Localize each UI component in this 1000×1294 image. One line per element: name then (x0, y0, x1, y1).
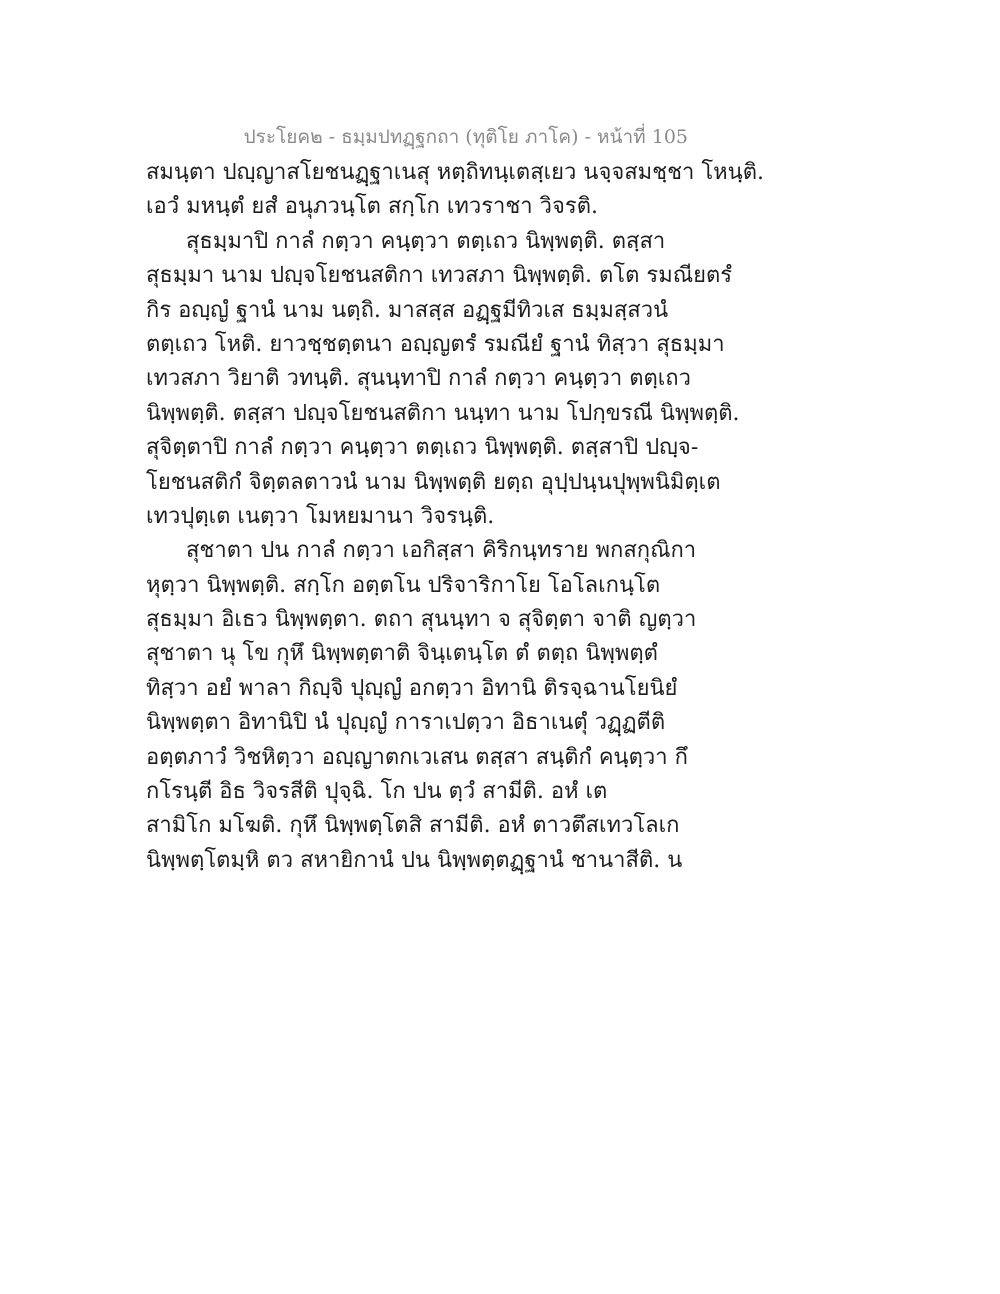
text-line: สุชาตา นุ โข กุหึ นิพฺพตฺตาติ จินฺเตนฺโต ตํ ตตฺถ นิพฺพตฺตํ (146, 641, 658, 667)
text-line: ตตฺเถว โหติ. ยาวชฺชตฺตนา อญฺญตรํ รมณียํ ฐานํ ทิสฺวา สุธมฺมา (146, 331, 725, 357)
text-line: สุธมฺมา อิเธว นิพฺพตฺตา. ตถา สุนนฺทา จ สุจิตฺตา จาติ ญตฺวา (146, 607, 697, 633)
paragraph-start-line: สุชาตา ปน กาลํ กตฺวา เอกิสฺสา คิริกนฺทราย พกสกุณิกา (186, 538, 697, 564)
text-line: เทวปุตฺเต เนตฺวา โมหยมานา วิจรนฺติ. (146, 503, 495, 529)
text-line: สามิโก มโฆติ. กุหึ นิพฺพตฺโตสิ สามีติ. อหํ ตาวตึสเทวโลเก (146, 813, 680, 839)
text-line: กิร อญฺญํ ฐานํ นาม นตฺถิ. มาสสฺส อฏฺฐมีทิวเส ธมฺมสฺสวนํ (146, 297, 669, 323)
text-line: นิพฺพตฺโตมฺหิ ตว สหายิกานํ ปน นิพฺพตฺตฏฺฐานํ ชานาสีติ. น (146, 847, 683, 873)
text-line: กโรนฺตี อิธ วิจรสีติ ปุจฺฉิ. โก ปน ตฺวํ สามีติ. อหํ เต (146, 779, 608, 805)
text-line: สมนฺตา ปญฺญาสโยชนฏฺฐาเนสุ หตฺถิทนฺเตสฺเยว นจฺจสมชฺชา โหนฺติ. (146, 160, 764, 185)
text-line: เทวสภา วิยาติ วทนฺติ. สุนนฺทาปิ กาลํ กตฺวา คนฺตฺวา ตตฺเถว (146, 366, 691, 392)
text-line: โยชนสติกํ จิตฺตลตาวนํ นาม นิพฺพตฺติ ยตฺถ อุปฺปนฺนปุพฺพนิมิตฺเต (146, 469, 721, 495)
text-line: หุตฺวา นิพฺพตฺติ. สกฺโก อตฺตโน ปริจาริกาโย โอโลเกนฺโต (146, 572, 661, 598)
text-line: สุธมฺมา นาม ปญฺจโยชนสติกา เทวสภา นิพฺพตฺติ. ตโต รมณียตรํ (146, 263, 733, 289)
text-line: อตฺตภาวํ วิชหิตฺวา อญฺญาตกเวเสน ตสฺสา สนฺติกํ คนฺตฺวา กึ (146, 744, 688, 770)
text-line: เอวํ มหนฺตํ ยสํ อนุภวนฺโต สกฺโก เทวราชา วิจรติ. (146, 194, 598, 220)
body-text (146, 156, 764, 878)
running-header: ประโยค๒ - ธมฺมปทฏฺฐกถา (ทุติโย ภาโค) - หน้าที่ 105 (243, 126, 688, 148)
text-line: สุจิตฺตาปิ กาลํ กตฺวา คนฺตฺวา ตตฺเถว นิพฺพตฺติ. ตสฺสาปิ ปญฺจ- (146, 435, 699, 461)
text-line: นิพฺพตฺติ. ตสฺสา ปญฺจโยชนสติกา นนฺทา นาม โปกฺขรณี นิพฺพตฺติ. (146, 400, 740, 426)
paragraph-start-line: สุธมฺมาปิ กาลํ กตฺวา คนฺตฺวา ตตฺเถว นิพฺพตฺติ. ตสฺสา (186, 228, 666, 254)
text-line: ทิสฺวา อยํ พาลา กิญฺจิ ปุญฺญํ อกตฺวา อิทานิ ติรจฺฉานโยนิยํ (146, 675, 678, 701)
text-line: นิพฺพตฺตา อิทานิปิ นํ ปุญฺญํ การาเปตฺวา อิธาเนตุํ วฏฺฏตีติ (146, 710, 666, 736)
